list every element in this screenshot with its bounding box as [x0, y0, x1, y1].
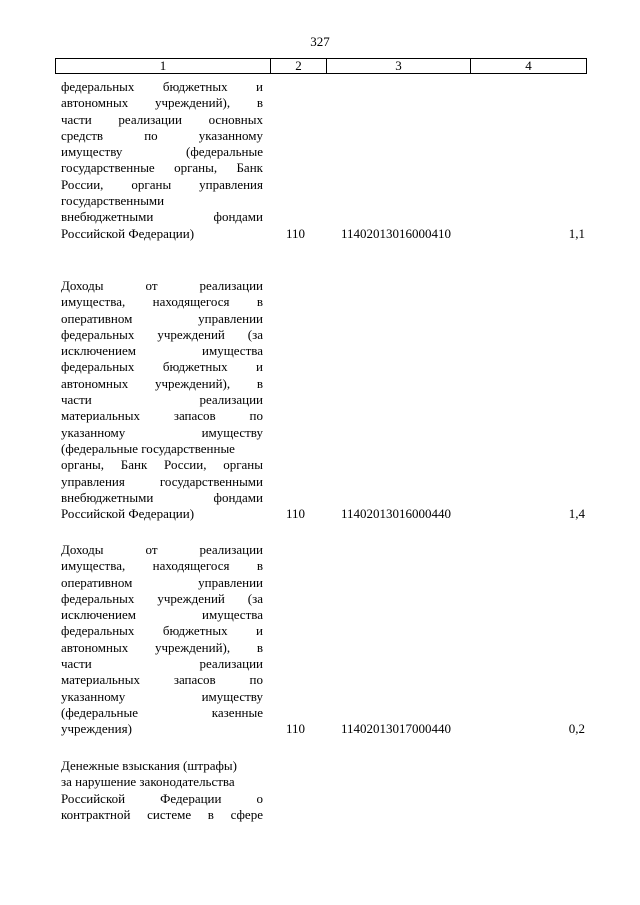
row-col-4: 1,1	[568, 225, 585, 241]
description-word: по	[249, 672, 263, 688]
row-col-2: 110	[286, 225, 306, 241]
description-line	[61, 128, 263, 144]
description-word: реализации	[199, 656, 263, 672]
description-word: в	[256, 294, 263, 310]
description-word: Федерации	[160, 790, 222, 806]
description-line	[61, 791, 263, 807]
description-word: Банк	[236, 160, 263, 176]
row-description	[61, 278, 263, 522]
description-word: бюджетных	[162, 359, 228, 375]
row-col-4: 1,4	[568, 506, 585, 522]
description-word: органы	[223, 457, 263, 473]
description-word: части	[61, 392, 92, 408]
description-line	[61, 311, 263, 327]
description-word: (федеральные государственные	[61, 440, 235, 456]
description-word: исключением	[61, 607, 136, 623]
header-col-1: 1	[56, 59, 271, 73]
description-word: Российской Федерации)	[61, 506, 195, 522]
description-word: имущества	[202, 343, 263, 359]
description-word: Российской	[61, 790, 126, 806]
description-line	[61, 376, 263, 392]
description-line	[61, 327, 263, 343]
description-line	[61, 193, 263, 209]
description-word: материальных	[61, 672, 140, 688]
description-word: материальных	[61, 408, 140, 424]
header-col-3: 3	[327, 59, 471, 73]
description-word: учреждений),	[154, 375, 231, 391]
row-col-3: 11402013016000410	[341, 225, 452, 241]
description-word: Доходы	[61, 278, 104, 293]
description-word: системе	[147, 806, 192, 822]
header-col-2: 2	[271, 59, 327, 73]
table-header	[55, 58, 587, 74]
row-col-4: 0,2	[568, 721, 585, 737]
description-line	[61, 359, 263, 375]
description-word: основных	[208, 111, 263, 127]
description-line	[61, 457, 263, 473]
description-word: государственными	[61, 193, 165, 209]
description-word: фондами	[213, 489, 263, 505]
description-line	[61, 774, 263, 790]
description-line	[61, 112, 263, 128]
description-line	[61, 209, 263, 225]
row-col-3: 11402013017000440	[341, 721, 452, 737]
description-word: учреждений),	[154, 639, 231, 655]
description-word: (за	[247, 590, 263, 606]
description-word: в	[256, 639, 263, 655]
description-word: о	[256, 790, 263, 806]
description-word: в	[256, 95, 263, 111]
description-word: внебюджетными	[61, 209, 154, 225]
row-col-2: 110	[286, 721, 306, 737]
row-description	[61, 758, 263, 823]
description-line	[61, 623, 263, 639]
description-word: федеральных	[61, 359, 135, 375]
description-word: в	[256, 558, 263, 574]
description-word: имуществу	[61, 144, 123, 160]
description-word: учреждений),	[154, 95, 231, 111]
description-word: федеральных	[61, 326, 135, 342]
description-word: имущества,	[61, 294, 126, 310]
description-word: государственные	[61, 160, 155, 176]
description-word: управлении	[198, 574, 263, 590]
description-word: учреждения)	[61, 721, 132, 737]
description-word: органы	[131, 176, 172, 192]
row-description	[61, 79, 263, 242]
description-line	[61, 343, 263, 359]
description-word: указанному	[198, 127, 263, 143]
description-word: (федеральные	[61, 704, 138, 720]
description-word: бюджетных	[162, 623, 228, 639]
description-word: органы,	[174, 160, 218, 176]
description-word: оперативном	[61, 574, 133, 590]
description-line	[61, 689, 263, 705]
description-word: находящегося	[152, 558, 230, 574]
description-line	[61, 490, 263, 506]
description-word: по	[144, 127, 158, 143]
description-line	[61, 144, 263, 160]
description-word: фондами	[213, 209, 263, 225]
description-line	[61, 294, 263, 310]
description-word: имущества	[202, 607, 263, 623]
description-word: исключением	[61, 343, 136, 359]
description-line	[61, 392, 263, 408]
description-line	[61, 441, 263, 457]
description-word: федеральных	[61, 79, 135, 94]
description-word: управления	[61, 473, 125, 489]
description-word: и	[256, 359, 263, 375]
description-word: реализации	[199, 278, 263, 293]
description-line	[61, 607, 263, 623]
page-number: 327	[310, 34, 330, 49]
header-col-4: 4	[525, 58, 532, 73]
description-word: казенные	[211, 704, 263, 720]
description-word: внебюджетными	[61, 489, 154, 505]
description-word: и	[256, 79, 263, 94]
description-word: имуществу	[201, 688, 263, 704]
description-line	[61, 705, 263, 721]
description-word: контрактной	[61, 806, 131, 822]
description-word: запасов	[173, 408, 216, 424]
description-word: автономных	[61, 639, 129, 655]
description-word: в	[256, 375, 263, 391]
description-word: реализации	[199, 542, 263, 557]
description-word: в	[207, 806, 214, 822]
description-word: Денежные взыскания (штрафы)	[61, 758, 237, 773]
description-word: Российской Федерации)	[61, 225, 195, 241]
description-word: средств	[61, 127, 104, 143]
description-line	[61, 721, 263, 737]
description-word: бюджетных	[162, 79, 228, 94]
description-word: от	[145, 278, 158, 293]
description-line	[61, 177, 263, 193]
description-line	[61, 506, 263, 522]
description-word: по	[249, 408, 263, 424]
description-word: от	[145, 542, 158, 557]
description-word: автономных	[61, 375, 129, 391]
description-word: федеральных	[61, 590, 135, 606]
description-word: за нарушение законодательства	[61, 774, 235, 790]
row-description	[61, 542, 263, 738]
description-word: России,	[164, 457, 207, 473]
description-word: государственными	[159, 473, 263, 489]
description-word: автономных	[61, 95, 129, 111]
description-word: реализации	[118, 111, 182, 127]
description-word: имуществу	[201, 424, 263, 440]
description-word: оперативном	[61, 310, 133, 326]
description-word: учреждений	[157, 326, 225, 342]
description-word: федеральных	[61, 623, 135, 639]
description-line	[61, 558, 263, 574]
description-line	[61, 160, 263, 176]
row-col-3: 11402013016000440	[341, 506, 452, 522]
description-word: части	[61, 111, 92, 127]
description-line	[61, 408, 263, 424]
description-word: реализации	[199, 392, 263, 408]
description-word: и	[256, 623, 263, 639]
row-col-2: 110	[286, 506, 306, 522]
description-word: органы,	[61, 457, 105, 473]
description-word: запасов	[173, 672, 216, 688]
description-line	[61, 591, 263, 607]
description-word: указанному	[61, 688, 126, 704]
description-line	[61, 640, 263, 656]
description-line	[61, 758, 263, 774]
description-word: управления	[199, 176, 263, 192]
description-word: имущества,	[61, 558, 126, 574]
description-word: Доходы	[61, 542, 104, 557]
description-word: указанному	[61, 424, 126, 440]
description-line	[61, 425, 263, 441]
description-word: управлении	[198, 310, 263, 326]
description-line	[61, 542, 263, 558]
description-line	[61, 226, 263, 242]
description-line	[61, 807, 263, 823]
description-line	[61, 278, 263, 294]
description-line	[61, 575, 263, 591]
description-word: находящегося	[152, 294, 230, 310]
description-word: России,	[61, 176, 104, 192]
description-word: (федеральные	[186, 144, 263, 160]
description-word: сфере	[230, 806, 263, 822]
description-word: учреждений	[157, 590, 225, 606]
description-line	[61, 79, 263, 95]
description-line	[61, 672, 263, 688]
description-line	[61, 656, 263, 672]
description-word: Банк	[120, 457, 148, 473]
description-line	[61, 95, 263, 111]
description-word: части	[61, 656, 92, 672]
description-line	[61, 474, 263, 490]
description-word: (за	[247, 326, 263, 342]
